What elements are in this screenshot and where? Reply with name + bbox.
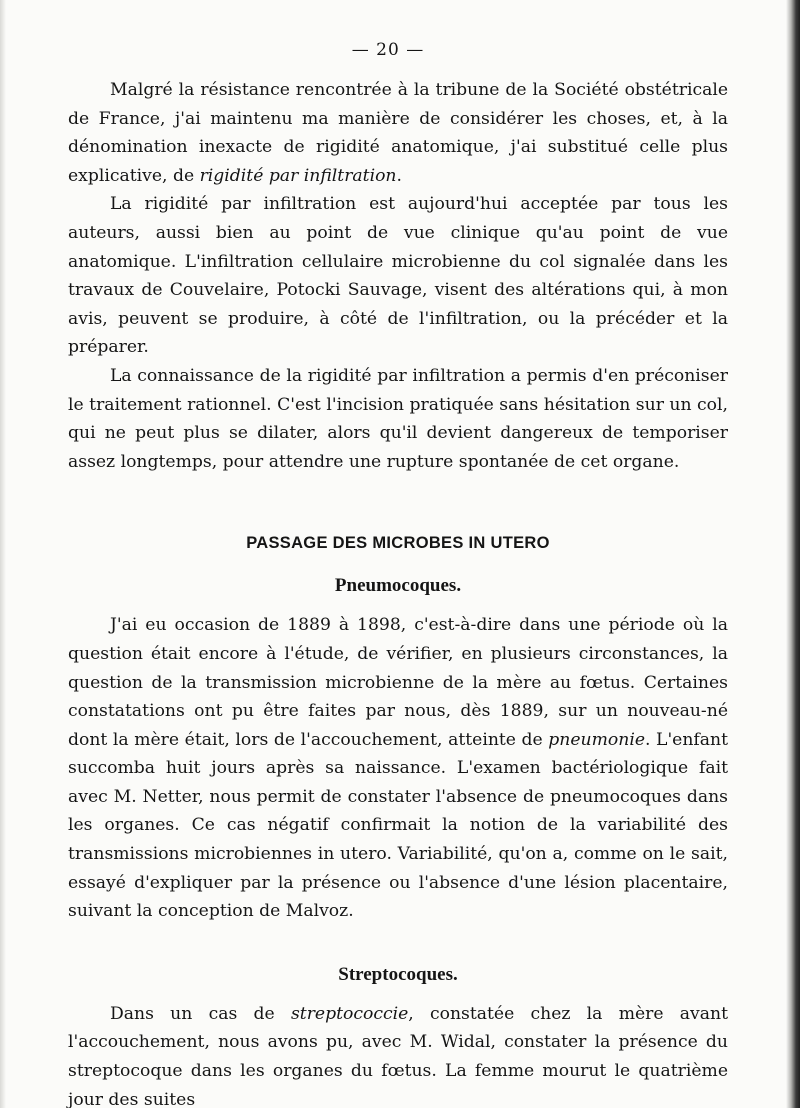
streptocoques-paragraph (68, 1000, 728, 1108)
pneumocoques-paragraph-end: . L'enfant succomba huit jours après sa naissance. L'examen bactériologique fait avec M. Netter, nous permit de constater l'absence de pneumocoques dans les organes. Ce cas négatif confirmait la notion de la variabilité des transmissions microbiennes in utero. Variabilité, qu'on a, comme on le sait, essayé d'expliquer par la présence ou l'absence d'une lésion placentaire, suivant la conception de Malvoz. (68, 729, 728, 922)
intro-paragraph-1 (68, 76, 728, 190)
section-heading: PASSAGE DES MICROBES IN UTERO (246, 534, 550, 553)
pneumocoques-paragraph-text: J'ai eu occasion de 1889 à 1898, c'est-à-dire dans une période où la question était encore à l'étude, de vérifier, en plusieurs circonstances, la question de la transmission microbienne de la mère au fœtus. Certaines constatations ont pu être faites par nous, dès 1889, sur un nouveau-né dont la mère était, lors de l'accouchement, atteinte de (68, 615, 728, 750)
intro-paragraph-1-text: Malgré la résistance rencontrée à la tribune de la Société obstétricale de France, j'ai maintenu ma manière de considérer les choses, et, à la dénomination inexacte de rigidité anatomique, j'ai substitué celle plus explicative, de (68, 80, 728, 186)
intro-paragraph-2: La rigidité par infiltration est aujourd'hui acceptée par tous les auteurs, aussi bien au point de vue clinique qu'au point de vue anatomique. L'infiltration cellulaire microbienne du col signalée dans les travaux de Couvelaire, Potocki Sauvage, visent des altérations qui, à mon avis, peuvent se produire, à côté de l'infiltration, ou la précéder et la préparer. (68, 194, 728, 358)
subheading-streptocoques: Streptocoques. (338, 963, 458, 985)
intro-paragraph-1-end: . (396, 165, 402, 186)
subheading-pneumocoques: Pneumocoques. (334, 575, 462, 597)
page-number: — 20 — (351, 40, 425, 60)
intro-paragraph-3: La connaissance de la rigidité par infiltration a permis d'en préconiser le traitement rationnel. C'est l'incision pratiquée sans hésitation sur un col, qui ne peut plus se dilater, alors qu'il devient dangereux de temporiser assez longtemps, pour attendre une rupture spontanée de cet organe. (68, 365, 728, 472)
streptocoques-paragraph-text: Dans un cas de (110, 1003, 291, 1024)
page-left-edge (0, 0, 6, 1108)
page-right-edge (786, 0, 800, 1108)
streptocoques-paragraph-emphasis: streptococcie (290, 1003, 409, 1024)
pneumocoques-paragraph-emphasis: pneumonie (548, 729, 645, 750)
pneumocoques-paragraph (68, 611, 728, 926)
intro-paragraph-1-emphasis: rigidité par infiltration (199, 165, 397, 186)
streptocoques-paragraph-end: , constatée chez la mère avant l'accouchement, nous avons pu, avec M. Widal, constater la présence du streptocoque dans les organes du fœtus. La femme mourut le quatrième jour des suites (68, 1003, 728, 1108)
page-body (68, 76, 728, 1108)
